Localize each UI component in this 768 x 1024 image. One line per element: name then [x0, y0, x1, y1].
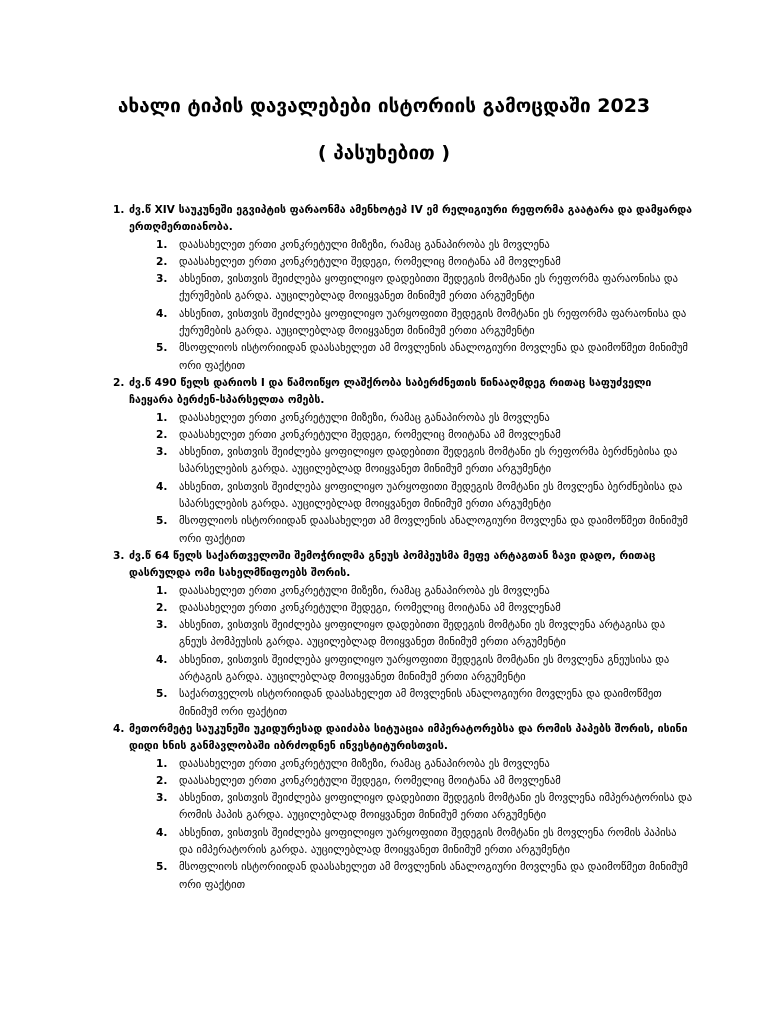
question-text: ძვ.წ 64 წელს საქართველოში შემოჭრილმა გნეუს პომპეუსმა მეფე არტაგთან ზავი დადო, რითაც დასრულდა ომი სახელმწიფოებს შორის.	[129, 549, 656, 580]
task-number: 2.	[156, 601, 168, 614]
task-number: 2.	[156, 255, 168, 268]
task-number: 3.	[156, 619, 168, 632]
task-item	[156, 513, 693, 548]
task-item	[156, 686, 693, 721]
task-item	[156, 237, 693, 254]
task-text: ახსენით, ვისთვის შეიძლება ყოფილიყო უარყოფითი შედეგის მომტანი ეს მოვლენა რომის პაპისა და იმპერატორის გარდა. აუცილებლად მოიყვანეთ მინიმუმ ერთი არგუმენტი	[179, 826, 677, 856]
task-number: 2.	[156, 774, 168, 787]
question-text: ძვ.წ XIV საუკუნეში ეგვიპტის ფარაონმა ამენხოტეპ IV ემ რელიგიური რეფორმა გაატარა და დამყარდა ერთღმერთიანობა.	[129, 204, 693, 234]
task-number: 3.	[156, 446, 168, 459]
question-number: 3.	[113, 549, 125, 562]
task-item	[156, 254, 693, 271]
question-text: ძვ.წ 490 წელს დარიოს I და წამოიწყო ლაშქრობა საბერძნეთის წინააღმდეგ რითაც საფუძველი ჩაეყარა ბერძენ-სპარსელთა ომებს.	[129, 376, 652, 407]
task-number: 1.	[156, 238, 168, 251]
task-number: 3.	[156, 273, 168, 286]
task-item	[156, 444, 693, 479]
question-list	[113, 202, 693, 894]
question-item	[113, 548, 693, 721]
task-item	[156, 427, 693, 444]
task-text: დაასახელეთ ერთი კონკრეტული შედეგი, რომელიც მოიტანა ამ მოვლენამ	[179, 774, 561, 787]
task-text: დაასახელეთ ერთი კონკრეტული შედეგი, რომელიც მოიტანა ამ მოვლენამ	[179, 255, 561, 268]
page-subtitle: ( პასუხებით )	[317, 142, 451, 164]
task-text: ახსენით, ვისთვის შეიძლება ყოფილიყო დადებითი შედეგის მომტანი ეს რეფორმა ბერძნებისა და სპარსელების გარდა. აუცილებლად მოიყვანეთ მინიმუმ ერთი არგუმენტი	[179, 446, 678, 476]
question-number: 4.	[113, 722, 125, 735]
task-list	[129, 410, 693, 548]
question-item	[113, 375, 693, 548]
task-item	[156, 583, 693, 600]
task-item	[156, 306, 693, 341]
question-item	[113, 202, 693, 375]
task-number: 1.	[156, 757, 168, 770]
task-item	[156, 790, 693, 825]
task-text: დაასახელეთ ერთი კონკრეტული შედეგი, რომელიც მოიტანა ამ მოვლენამ	[179, 601, 561, 614]
task-list	[129, 583, 693, 721]
task-number: 4.	[156, 826, 168, 839]
task-number: 1.	[156, 411, 168, 424]
task-text: დაასახელეთ ერთი კონკრეტული მიზეზი, რამაც განაპირობა ეს მოვლენა	[179, 584, 550, 597]
task-item	[156, 756, 693, 773]
task-number: 2.	[156, 428, 168, 441]
task-number: 1.	[156, 584, 168, 597]
task-item	[156, 859, 693, 894]
task-number: 5.	[156, 342, 168, 355]
task-text: დაასახელეთ ერთი კონკრეტული მიზეზი, რამაც განაპირობა ეს მოვლენა	[179, 411, 550, 424]
task-text: ახსენით, ვისთვის შეიძლება ყოფილიყო დადებითი შედეგის მომტანი ეს მოვლენა არტაგისა და გნეუს პომპეუსის გარდა. აუცილებლად მოიყვანეთ მინიმუმ ერთი არგუმენტი	[179, 619, 666, 649]
task-number: 3.	[156, 792, 168, 805]
task-item	[156, 825, 693, 860]
task-text: დაასახელეთ ერთი კონკრეტული მიზეზი, რამაც განაპირობა ეს მოვლენა	[179, 238, 550, 251]
task-text: ახსენით, ვისთვის შეიძლება ყოფილიყო უარყოფითი შედეგის მომტანი ეს მოვლენა ბერძნებისა და სპარსელების გარდა. აუცილებლად მოიყვანეთ მინიმუმ ერთი არგუმენტი	[179, 480, 683, 511]
task-item	[156, 600, 693, 617]
task-number: 4.	[156, 307, 168, 320]
task-number: 5.	[156, 861, 168, 874]
question-text: მეთორმეტე საუკუნეში უკიდურესად დაიძაბა სიტუაცია იმპერატორებსა და რომის პაპებს შორის, ისინი დიდი ხნის განმავლობაში იბრძოდნენ ინვესტიტურისთვის.	[129, 722, 688, 753]
task-number: 5.	[156, 688, 168, 701]
task-number: 4.	[156, 653, 168, 666]
task-item	[156, 340, 693, 375]
task-list	[129, 237, 693, 375]
task-text: ახსენით, ვისთვის შეიძლება ყოფილიყო დადებითი შედეგის მომტანი ეს მოვლენა იმპერატორისა და რომის პაპის გარდა. აუცილებლად მოიყვანეთ მინიმუმ ერთი არგუმენტი	[179, 792, 693, 822]
task-text: მსოფლიოს ისტორიიდან დაასახელეთ ამ მოვლენის ანალოგიური მოვლენა და დაიმოწმეთ მინიმუმ ორი ფაქტით	[179, 861, 688, 891]
task-item	[156, 617, 693, 652]
page-title: ახალი ტიპის დავალებები ისტორიის გამოცდაში 2023	[117, 95, 651, 117]
task-text: საქართველოს ისტორიიდან დაასახელეთ ამ მოვლენის ანალოგიური მოვლენა და დაიმოწმეთ მინიმუმ ორი ფაქტით	[179, 688, 662, 718]
task-item	[156, 479, 693, 514]
task-text: დაასახელეთ ერთი კონკრეტული მიზეზი, რამაც განაპირობა ეს მოვლენა	[179, 757, 550, 770]
task-text: მსოფლიოს ისტორიიდან დაასახელეთ ამ მოვლენის ანალოგიური მოვლენა და დაიმოწმეთ მინიმუმ ორი ფაქტით	[179, 515, 688, 545]
task-text: დაასახელეთ ერთი კონკრეტული შედეგი, რომელიც მოიტანა ამ მოვლენამ	[179, 428, 561, 441]
task-item	[156, 271, 693, 306]
question-item	[113, 721, 693, 894]
question-number: 1.	[113, 204, 125, 216]
task-item	[156, 410, 693, 427]
question-number: 2.	[113, 376, 125, 389]
task-text: ახსენით, ვისთვის შეიძლება ყოფილიყო უარყოფითი შედეგის მომტანი ეს მოვლენა გნეუსისა და არტაგის გარდა. აუცილებლად მოიყვანეთ მინიმუმ ერთი არგუმენტი	[179, 653, 670, 684]
task-number: 5.	[156, 515, 168, 528]
task-number: 4.	[156, 480, 168, 493]
task-text: ახსენით, ვისთვის შეიძლება ყოფილიყო უარყოფითი შედეგის მომტანი ეს რეფორმა ფარაონისა და ქურუმების გარდა. აუცილებლად მოიყვანეთ მინიმუმ ერთი არგუმენტი	[179, 307, 687, 338]
task-text: მსოფლიოს ისტორიიდან დაასახელეთ ამ მოვლენის ანალოგიური მოვლენა და დაიმოწმეთ მინიმუმ ორი ფაქტით	[179, 342, 688, 372]
task-item	[156, 773, 693, 790]
task-item	[156, 652, 693, 687]
task-list	[129, 756, 693, 894]
task-text: ახსენით, ვისთვის შეიძლება ყოფილიყო დადებითი შედეგის მომტანი ეს რეფორმა ფარაონისა და ქურუმების გარდა. აუცილებლად მოიყვანეთ მინიმუმ ერთი არგუმენტი	[179, 273, 678, 303]
